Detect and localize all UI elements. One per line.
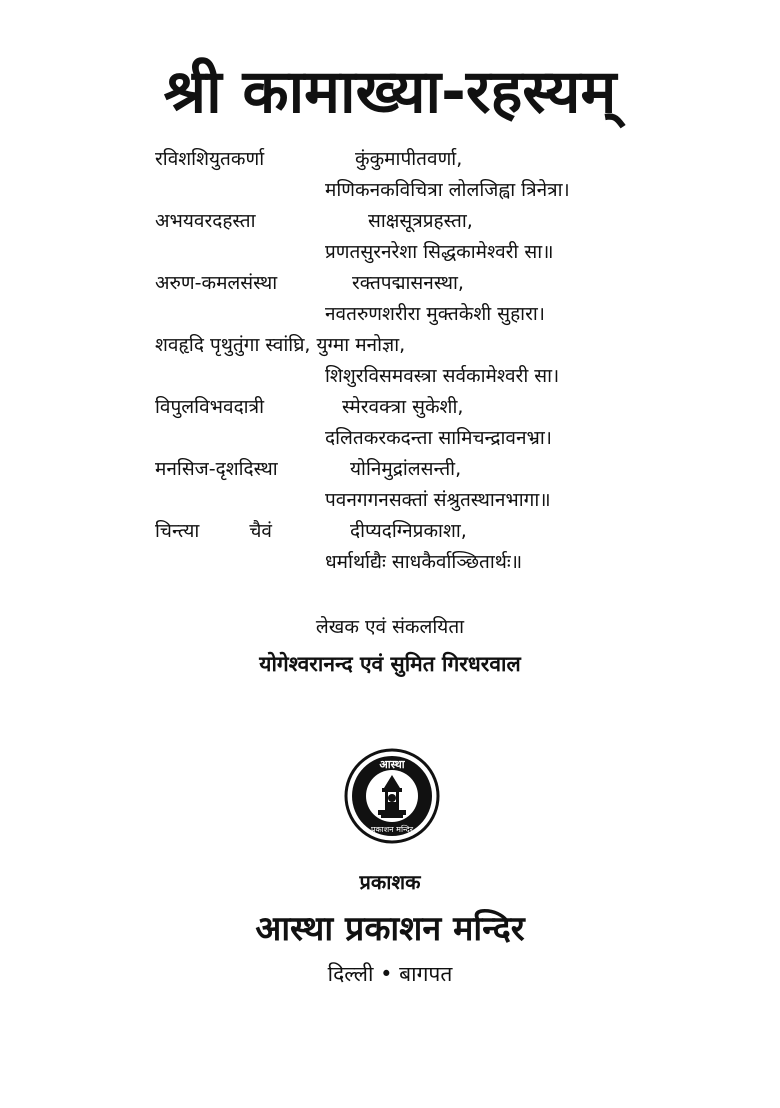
verse-line-second-part: कुंकुमापीतवर्णा, (355, 148, 463, 170)
verse-line-second-part: नवतरुणशरीरा मुक्तकेशी सुहारा। (325, 303, 545, 325)
verse-line-first-part: रविशशियुतकर्णा (155, 148, 265, 170)
author-credit-label: लेखक एवं संकलयिता (315, 616, 465, 638)
verse-line-second-part: दलितकरकदन्ता सामिचन्द्रावनभ्रा। (325, 427, 552, 449)
verse-line-first-part: विपुलविभवदात्री (155, 396, 264, 418)
verse-line-first-part: शवहृदि पृथुतुंगा स्वांघ्रि, युग्मा मनोज्ञा, (155, 334, 406, 356)
publisher-name: आस्था प्रकाशन मन्दिर (255, 909, 525, 949)
verse-line-second-part: दीप्यदग्निप्रकाशा, (350, 520, 467, 542)
verse-line-second-part: धर्मार्थाद्यैः साधकैर्वाञ्छितार्थः॥ (325, 551, 523, 573)
verse-line-first-part: चिन्त्या चैवं (155, 520, 272, 542)
verse-line-second-part: साक्षसूत्रप्रहस्ता, (368, 210, 473, 232)
verse-line-second-part: शिशुरविसमवस्त्रा सर्वकामेश्वरी सा। (325, 365, 560, 387)
verse-line-second-part: योनिमुद्रांलसन्ती, (350, 458, 462, 480)
verse-line-first-part: मनसिज-दृशदिस्था (155, 458, 278, 480)
book-title: श्री कामाख्या-रहस्यम् (163, 57, 617, 127)
author-names: योगेश्वरानन्द एवं सुमित गिरधरवाल (259, 652, 521, 676)
publisher-label: प्रकाशक (359, 870, 421, 894)
verse-line-second-part: रक्तपद्मासनस्था, (352, 272, 464, 294)
verse-line-second-part: प्रणतसुरनरेशा सिद्धकामेश्वरी सा॥ (325, 241, 554, 263)
verse-line-second-part: स्मेरवक्त्रा सुकेशी, (342, 396, 464, 418)
verse-line-first-part: अभयवरदहस्ता (155, 210, 256, 232)
verse-line-second-part: मणिकनकविचित्रा लोलजिह्वा त्रिनेत्रा। (325, 179, 570, 201)
emblem-top-text: आस्था (379, 758, 405, 771)
emblem-bottom-text: प्रकाशन मन्दिर (370, 825, 414, 834)
verse-line-first-part: अरुण-कमलसंस्था (155, 272, 278, 294)
verse-line-second-part: पवनगगनसक्तां संश्रुतस्थानभागा॥ (325, 489, 551, 511)
publisher-emblem-icon (344, 748, 440, 844)
publisher-cities: दिल्ली • बागपत (327, 962, 453, 986)
